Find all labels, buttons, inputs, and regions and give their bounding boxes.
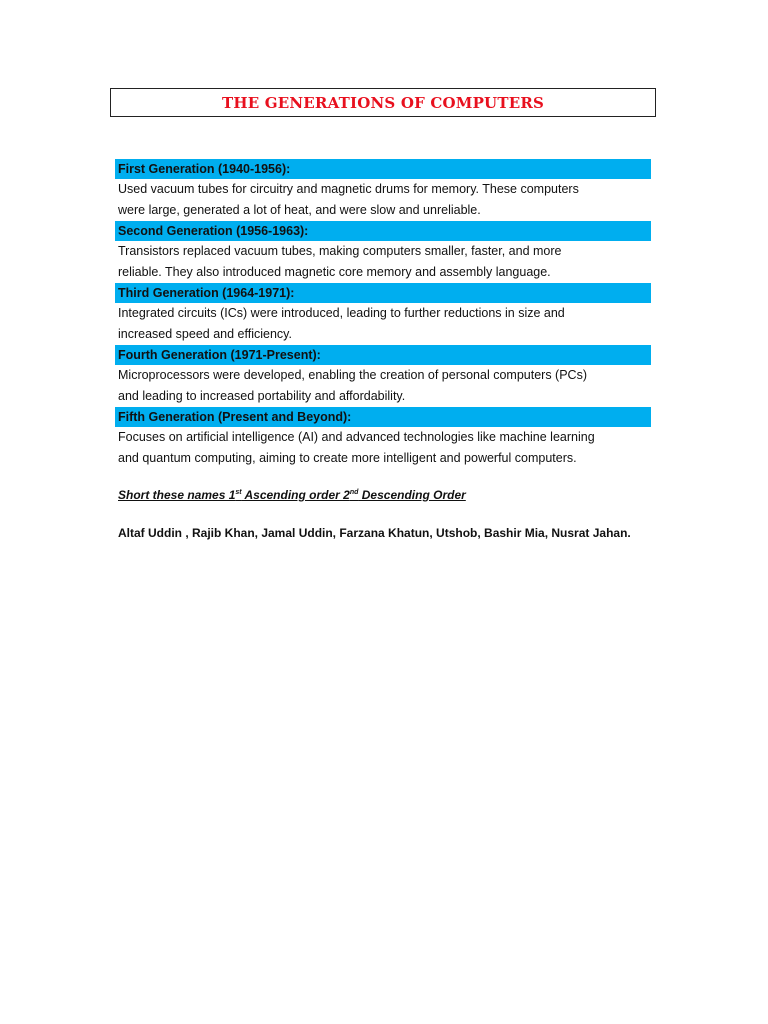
generation-description — [115, 241, 651, 283]
description-line: and quantum computing, aiming to create more intelligent and powerful computers. — [118, 451, 577, 465]
generation-heading: Fifth Generation (Present and Beyond): — [115, 407, 651, 427]
description-line: Used vacuum tubes for circuitry and magnetic drums for memory. These computers — [118, 182, 579, 196]
generation-item — [115, 407, 651, 469]
generation-item — [115, 221, 651, 283]
generations-list — [115, 159, 651, 469]
description-line: Focuses on artificial intelligence (AI) and advanced technologies like machine learning — [118, 430, 595, 444]
title-box — [110, 88, 656, 117]
task-text: Descending Order — [358, 488, 466, 502]
description-line: increased speed and efficiency. — [118, 327, 292, 341]
generation-description — [115, 365, 651, 407]
names-list: Altaf Uddin , Rajib Khan, Jamal Uddin, Farzana Khatun, Utshob, Bashir Mia, Nusrat Jahan. — [118, 526, 631, 540]
page-title: THE GENERATIONS OF COMPUTERS — [221, 93, 545, 112]
generation-heading: First Generation (1940-1956): — [115, 159, 651, 179]
description-line: and leading to increased portability and affordability. — [118, 389, 406, 403]
generation-item — [115, 159, 651, 221]
generation-description — [115, 179, 651, 221]
generation-description — [115, 303, 651, 345]
description-line: reliable. They also introduced magnetic core memory and assembly language. — [118, 265, 551, 279]
description-line: Transistors replaced vacuum tubes, making computers smaller, faster, and more — [118, 244, 562, 258]
description-line: Microprocessors were developed, enabling the creation of personal computers (PCs) — [118, 368, 587, 382]
description-line: Integrated circuits (ICs) were introduced, leading to further reductions in size and — [118, 306, 565, 320]
task-instruction — [118, 488, 466, 502]
description-line: were large, generated a lot of heat, and were slow and unreliable. — [118, 203, 481, 217]
generation-description — [115, 427, 651, 469]
generation-heading: Second Generation (1956-1963): — [115, 221, 651, 241]
generation-heading: Third Generation (1964-1971): — [115, 283, 651, 303]
generation-item — [115, 283, 651, 345]
task-superscript: st — [235, 489, 242, 496]
task-text: Ascending order 2 — [241, 488, 350, 502]
task-text: Short these names 1 — [118, 488, 236, 502]
generation-heading: Fourth Generation (1971-Present): — [115, 345, 651, 365]
generation-item — [115, 345, 651, 407]
task-superscript: nd — [349, 489, 359, 496]
